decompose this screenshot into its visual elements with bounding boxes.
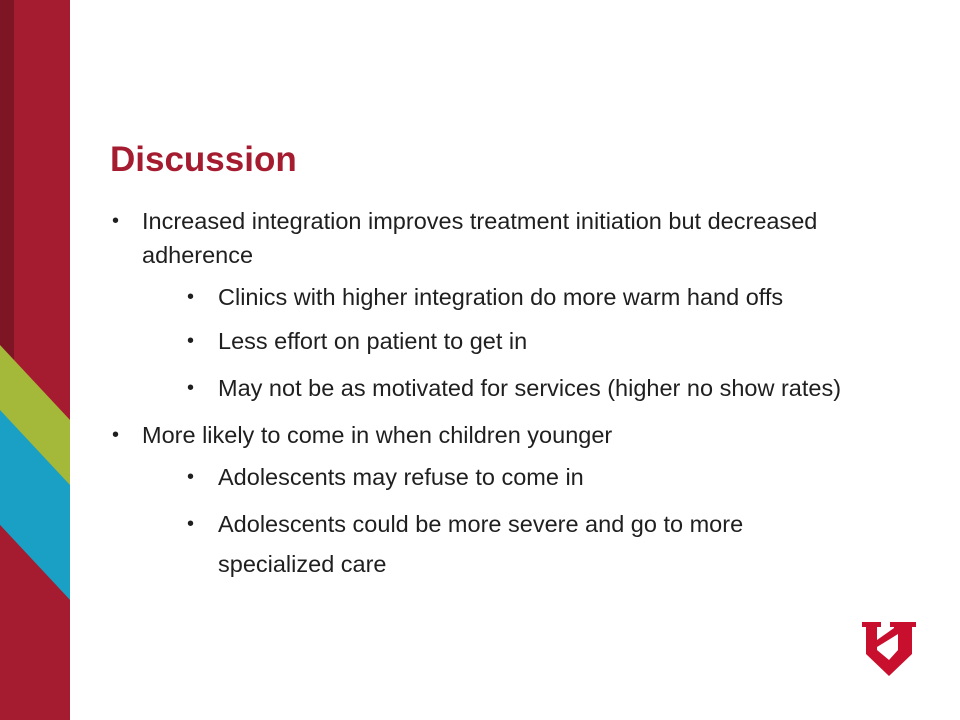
bullet-dot: • bbox=[187, 377, 195, 399]
bullet-text: Adolescents may refuse to come in bbox=[218, 464, 584, 490]
university-n-logo-icon bbox=[862, 620, 916, 676]
list-item bbox=[110, 324, 850, 358]
bullet-dot: • bbox=[112, 424, 120, 446]
left-decorative-band bbox=[0, 0, 70, 720]
bullet-list bbox=[110, 204, 850, 594]
list-item bbox=[110, 504, 850, 584]
bullet-dot: • bbox=[187, 286, 195, 308]
list-item bbox=[110, 204, 850, 272]
bullet-dot: • bbox=[187, 513, 195, 535]
bullet-text: Clinics with higher integration do more warm hand offs bbox=[218, 284, 784, 310]
bullet-text: Less effort on patient to get in bbox=[218, 328, 528, 354]
list-item bbox=[110, 280, 850, 314]
slide-title: Discussion bbox=[110, 140, 297, 179]
bullet-text: Increased integration improves treatment initiation but decreased adherence bbox=[142, 208, 818, 268]
bullet-text: More likely to come in when children younger bbox=[142, 422, 613, 448]
bullet-text: Adolescents could be more severe and go to more specialized care bbox=[218, 511, 744, 577]
bullet-dot: • bbox=[112, 210, 120, 232]
list-item bbox=[110, 460, 850, 494]
list-item bbox=[110, 418, 850, 452]
list-item bbox=[110, 368, 850, 408]
bullet-text: May not be as motivated for services (higher no show rates) bbox=[218, 375, 842, 401]
bullet-dot: • bbox=[187, 330, 195, 352]
bullet-dot: • bbox=[187, 466, 195, 488]
